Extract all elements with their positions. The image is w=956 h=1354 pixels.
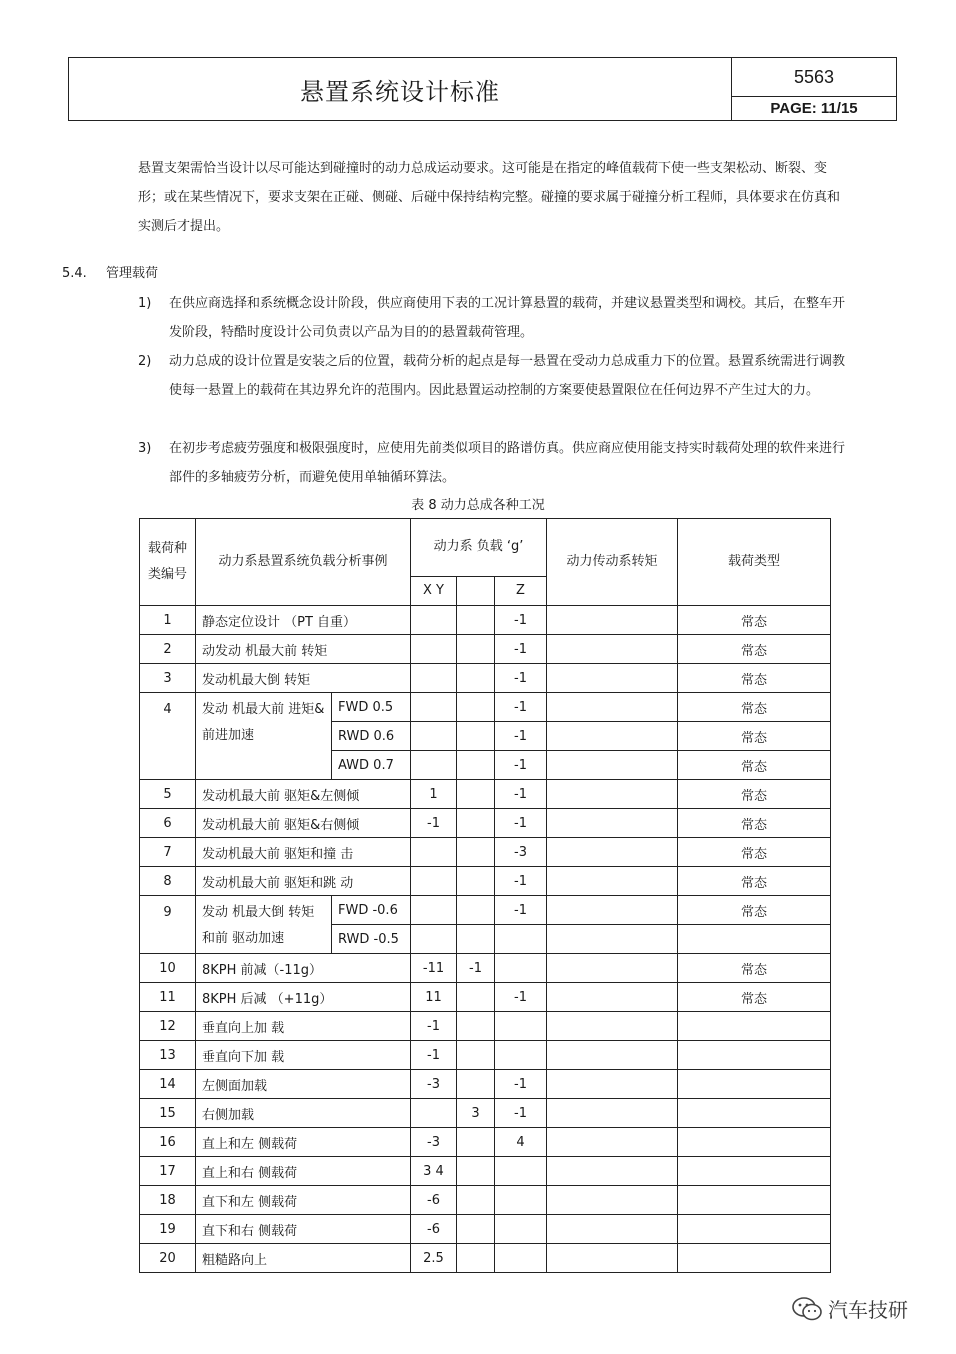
cell-type: 常态 xyxy=(678,693,831,722)
cell-z: -1 xyxy=(495,664,547,693)
table-row xyxy=(140,606,831,635)
cell-z xyxy=(495,925,547,954)
cell-type xyxy=(678,925,831,954)
table-row xyxy=(140,896,831,925)
cell-z xyxy=(495,1012,547,1041)
cell-z: 4 xyxy=(495,1128,547,1157)
cell-y xyxy=(457,1244,495,1273)
cell-x xyxy=(411,751,457,780)
cell-case: 垂直向下加 载 xyxy=(196,1041,411,1070)
cell-type: 常态 xyxy=(678,867,831,896)
cell-drive: FWD 0.5 xyxy=(332,693,411,722)
table-row xyxy=(140,635,831,664)
cell-z: -1 xyxy=(495,867,547,896)
cell-x: 2.5 xyxy=(411,1244,457,1273)
cell-torque xyxy=(547,664,678,693)
table-row xyxy=(140,1099,831,1128)
cell-z xyxy=(495,954,547,983)
cell-z: -1 xyxy=(495,693,547,722)
cell-id: 17 xyxy=(140,1157,196,1186)
cell-id: 5 xyxy=(140,780,196,809)
cell-z xyxy=(495,1186,547,1215)
cell-torque xyxy=(547,896,678,925)
cell-case: 直上和右 侧载荷 xyxy=(196,1157,411,1186)
cell-y: -1 xyxy=(457,954,495,983)
cell-x: -6 xyxy=(411,1186,457,1215)
cell-type xyxy=(678,1099,831,1128)
watermark xyxy=(792,1294,908,1323)
cell-type: 常态 xyxy=(678,722,831,751)
cell-x xyxy=(411,722,457,751)
cell-drive: FWD -0.6 xyxy=(332,896,411,925)
cell-z: -1 xyxy=(495,896,547,925)
cell-case: 发动机最大前 驱矩和跳 动 xyxy=(196,867,411,896)
cell-x xyxy=(411,838,457,867)
cell-z: -1 xyxy=(495,635,547,664)
table-row xyxy=(140,1157,831,1186)
list-item-text: 在初步考虑疲劳强度和极限强度时，应使用先前类似项目的路谱仿真。供应商应使用能支持实时载荷处理的软件来进行部件的多轴疲劳分析，而避免使用单轴循环算法。 xyxy=(169,441,846,485)
table-row xyxy=(140,809,831,838)
cell-x: 11 xyxy=(411,983,457,1012)
table-caption: 表 8 动力总成各种工况 xyxy=(411,498,545,513)
header-z: Z xyxy=(495,576,547,605)
cell-type: 常态 xyxy=(678,780,831,809)
table-row xyxy=(140,1244,831,1273)
cell-y xyxy=(457,1041,495,1070)
header-xy: X Y xyxy=(411,576,457,605)
cell-y xyxy=(457,664,495,693)
cell-case: 8KPH 后减 （+11g） xyxy=(196,983,411,1012)
table-row xyxy=(140,983,831,1012)
cell-type xyxy=(678,1215,831,1244)
cell-y xyxy=(457,635,495,664)
cell-case: 左侧面加载 xyxy=(196,1070,411,1099)
cell-x xyxy=(411,635,457,664)
cell-case: 静态定位设计 （PT 自重） xyxy=(196,606,411,635)
document-number: 5563 xyxy=(732,58,896,97)
cell-type: 常态 xyxy=(678,983,831,1012)
cell-id: 18 xyxy=(140,1186,196,1215)
cell-y xyxy=(457,1157,495,1186)
section-heading xyxy=(62,262,158,281)
cell-y xyxy=(457,1012,495,1041)
cell-id: 11 xyxy=(140,983,196,1012)
cell-case: 右侧加载 xyxy=(196,1099,411,1128)
cell-type: 常态 xyxy=(678,664,831,693)
cell-type xyxy=(678,1157,831,1186)
cell-case: 8KPH 前减（-11g） xyxy=(196,954,411,983)
cell-id: 8 xyxy=(140,867,196,896)
table-row xyxy=(140,1186,831,1215)
cell-torque xyxy=(547,606,678,635)
cell-torque xyxy=(547,1157,678,1186)
cell-torque xyxy=(547,925,678,954)
cell-y xyxy=(457,1186,495,1215)
cell-case: 直下和右 侧载荷 xyxy=(196,1215,411,1244)
cell-case: 直下和左 侧载荷 xyxy=(196,1186,411,1215)
cell-torque xyxy=(547,1244,678,1273)
cell-y xyxy=(457,1070,495,1099)
list-item-number: 1) xyxy=(138,296,152,311)
table-row xyxy=(140,1128,831,1157)
cell-drive: RWD 0.6 xyxy=(332,722,411,751)
cell-case: 发动机最大前 驱矩&右侧倾 xyxy=(196,809,411,838)
cell-z xyxy=(495,1215,547,1244)
cell-case: 发动 机最大倒 转矩和前 驱动加速 xyxy=(196,896,332,954)
cell-x: -11 xyxy=(411,954,457,983)
cell-y xyxy=(457,896,495,925)
cell-type xyxy=(678,1244,831,1273)
cell-z: -1 xyxy=(495,780,547,809)
intro-paragraph: 悬置支架需恰当设计以尽可能达到碰撞时的动力总成运动要求。这可能是在指定的峰值载荷下使一些支架松动、断裂、变形；或在某些情况下，要求支架在正碰、侧碰、后碰中保持结构完整。碰撞的要求属于碰撞分析工程师，具体要求在仿真和实测后才提出。 xyxy=(138,161,841,234)
cell-y xyxy=(457,983,495,1012)
cell-y xyxy=(457,809,495,838)
cell-torque xyxy=(547,751,678,780)
cell-case: 粗糙路向上 xyxy=(196,1244,411,1273)
table-row xyxy=(140,780,831,809)
list-item-text: 在供应商选择和系统概念设计阶段，供应商使用下表的工况计算悬置的载荷，并建议悬置类型和调校。其后，在整车开发阶段，特酷时度设计公司负责以产品为目的的悬置载荷管理。 xyxy=(169,296,846,340)
table-row xyxy=(140,664,831,693)
cell-z: -1 xyxy=(495,606,547,635)
table-row xyxy=(140,867,831,896)
header-load: 动力系 负载 ‘g’ xyxy=(411,519,547,577)
cell-type: 常态 xyxy=(678,606,831,635)
wechat-icon xyxy=(792,1296,822,1322)
cell-id: 7 xyxy=(140,838,196,867)
cell-type: 常态 xyxy=(678,838,831,867)
cell-id: 15 xyxy=(140,1099,196,1128)
cell-x xyxy=(411,693,457,722)
cell-type: 常态 xyxy=(678,751,831,780)
document-header xyxy=(68,57,897,121)
cell-torque xyxy=(547,1070,678,1099)
header-blank xyxy=(457,576,495,605)
cell-z: -1 xyxy=(495,722,547,751)
cell-y xyxy=(457,751,495,780)
cell-case: 垂直向上加 载 xyxy=(196,1012,411,1041)
cell-torque xyxy=(547,1041,678,1070)
header-torque: 动力传动系转矩 xyxy=(547,519,678,606)
cell-type xyxy=(678,1186,831,1215)
cell-torque xyxy=(547,722,678,751)
cell-z xyxy=(495,1041,547,1070)
cell-torque xyxy=(547,983,678,1012)
cell-type xyxy=(678,1070,831,1099)
cell-x: 1 xyxy=(411,780,457,809)
cell-torque xyxy=(547,954,678,983)
cell-type xyxy=(678,1128,831,1157)
table-row xyxy=(140,693,831,722)
cell-z xyxy=(495,1157,547,1186)
cell-y xyxy=(457,606,495,635)
page-indicator: PAGE: 11/15 xyxy=(770,100,858,117)
document-title: 悬置系统设计标准 xyxy=(69,58,732,120)
list-item-number: 2) xyxy=(138,354,152,369)
cell-case: 发动 机最大前 进矩&前进加速 xyxy=(196,693,332,780)
cell-type: 常态 xyxy=(678,809,831,838)
cell-x: -1 xyxy=(411,1012,457,1041)
cell-y xyxy=(457,838,495,867)
table-row xyxy=(140,1070,831,1099)
cell-x xyxy=(411,925,457,954)
cell-id: 10 xyxy=(140,954,196,983)
cell-y xyxy=(457,1128,495,1157)
table-row xyxy=(140,1041,831,1070)
cell-torque xyxy=(547,1186,678,1215)
cell-y xyxy=(457,1215,495,1244)
cell-torque xyxy=(547,838,678,867)
cell-z: -1 xyxy=(495,751,547,780)
cell-case: 直上和左 侧载荷 xyxy=(196,1128,411,1157)
load-case-table xyxy=(139,518,831,1273)
cell-z: -1 xyxy=(495,809,547,838)
cell-x xyxy=(411,664,457,693)
cell-x xyxy=(411,606,457,635)
section-title: 管理载荷 xyxy=(106,266,159,281)
cell-torque xyxy=(547,635,678,664)
cell-id: 1 xyxy=(140,606,196,635)
header-id: 载荷种类编号 xyxy=(140,519,196,606)
cell-type xyxy=(678,1041,831,1070)
cell-case: 发动机最大前 驱矩&左侧倾 xyxy=(196,780,411,809)
cell-z: -3 xyxy=(495,838,547,867)
cell-x xyxy=(411,867,457,896)
cell-z: -1 xyxy=(495,1099,547,1128)
cell-drive: AWD 0.7 xyxy=(332,751,411,780)
cell-id: 4 xyxy=(140,693,196,780)
cell-id: 14 xyxy=(140,1070,196,1099)
cell-torque xyxy=(547,1099,678,1128)
cell-type: 常态 xyxy=(678,896,831,925)
list-item-text: 动力总成的设计位置是安装之后的位置，载荷分析的起点是每一悬置在受动力总成重力下的位置。悬置系统需进行调教使每一悬置上的载荷在其边界允许的范围内。因此悬置运动控制的方案要使悬置限位在任何边界不产生过大的力。 xyxy=(169,354,846,398)
cell-z: -1 xyxy=(495,983,547,1012)
cell-id: 6 xyxy=(140,809,196,838)
cell-y xyxy=(457,867,495,896)
cell-x: -1 xyxy=(411,809,457,838)
cell-torque xyxy=(547,809,678,838)
cell-y xyxy=(457,693,495,722)
cell-drive: RWD -0.5 xyxy=(332,925,411,954)
cell-z xyxy=(495,1244,547,1273)
cell-id: 19 xyxy=(140,1215,196,1244)
cell-torque xyxy=(547,780,678,809)
cell-id: 13 xyxy=(140,1041,196,1070)
cell-case: 动发动 机最大前 转矩 xyxy=(196,635,411,664)
cell-torque xyxy=(547,1128,678,1157)
cell-x xyxy=(411,1099,457,1128)
cell-id: 2 xyxy=(140,635,196,664)
table-row xyxy=(140,838,831,867)
cell-z: -1 xyxy=(495,1070,547,1099)
cell-x xyxy=(411,896,457,925)
cell-x: 3 4 xyxy=(411,1157,457,1186)
cell-x: -3 xyxy=(411,1128,457,1157)
cell-id: 20 xyxy=(140,1244,196,1273)
cell-y xyxy=(457,780,495,809)
cell-torque xyxy=(547,693,678,722)
table-row xyxy=(140,1215,831,1244)
cell-id: 16 xyxy=(140,1128,196,1157)
header-type: 载荷类型 xyxy=(678,519,831,606)
cell-torque xyxy=(547,1012,678,1041)
cell-id: 3 xyxy=(140,664,196,693)
cell-torque xyxy=(547,867,678,896)
header-case: 动力系悬置系统负载分析事例 xyxy=(196,519,411,606)
watermark-label: 汽车技研 xyxy=(828,1298,908,1322)
table-row xyxy=(140,954,831,983)
cell-case: 发动机最大前 驱矩和撞 击 xyxy=(196,838,411,867)
cell-type: 常态 xyxy=(678,635,831,664)
cell-y xyxy=(457,722,495,751)
list-item-number: 3) xyxy=(138,441,152,456)
cell-y xyxy=(457,925,495,954)
table-row xyxy=(140,1012,831,1041)
section-number: 5.4. xyxy=(62,266,87,281)
cell-torque xyxy=(547,1215,678,1244)
cell-x: -3 xyxy=(411,1070,457,1099)
cell-type: 常态 xyxy=(678,954,831,983)
cell-y: 3 xyxy=(457,1099,495,1128)
cell-case: 发动机最大倒 转矩 xyxy=(196,664,411,693)
cell-x: -1 xyxy=(411,1041,457,1070)
cell-x: -6 xyxy=(411,1215,457,1244)
cell-id: 12 xyxy=(140,1012,196,1041)
cell-id: 9 xyxy=(140,896,196,954)
cell-type xyxy=(678,1012,831,1041)
